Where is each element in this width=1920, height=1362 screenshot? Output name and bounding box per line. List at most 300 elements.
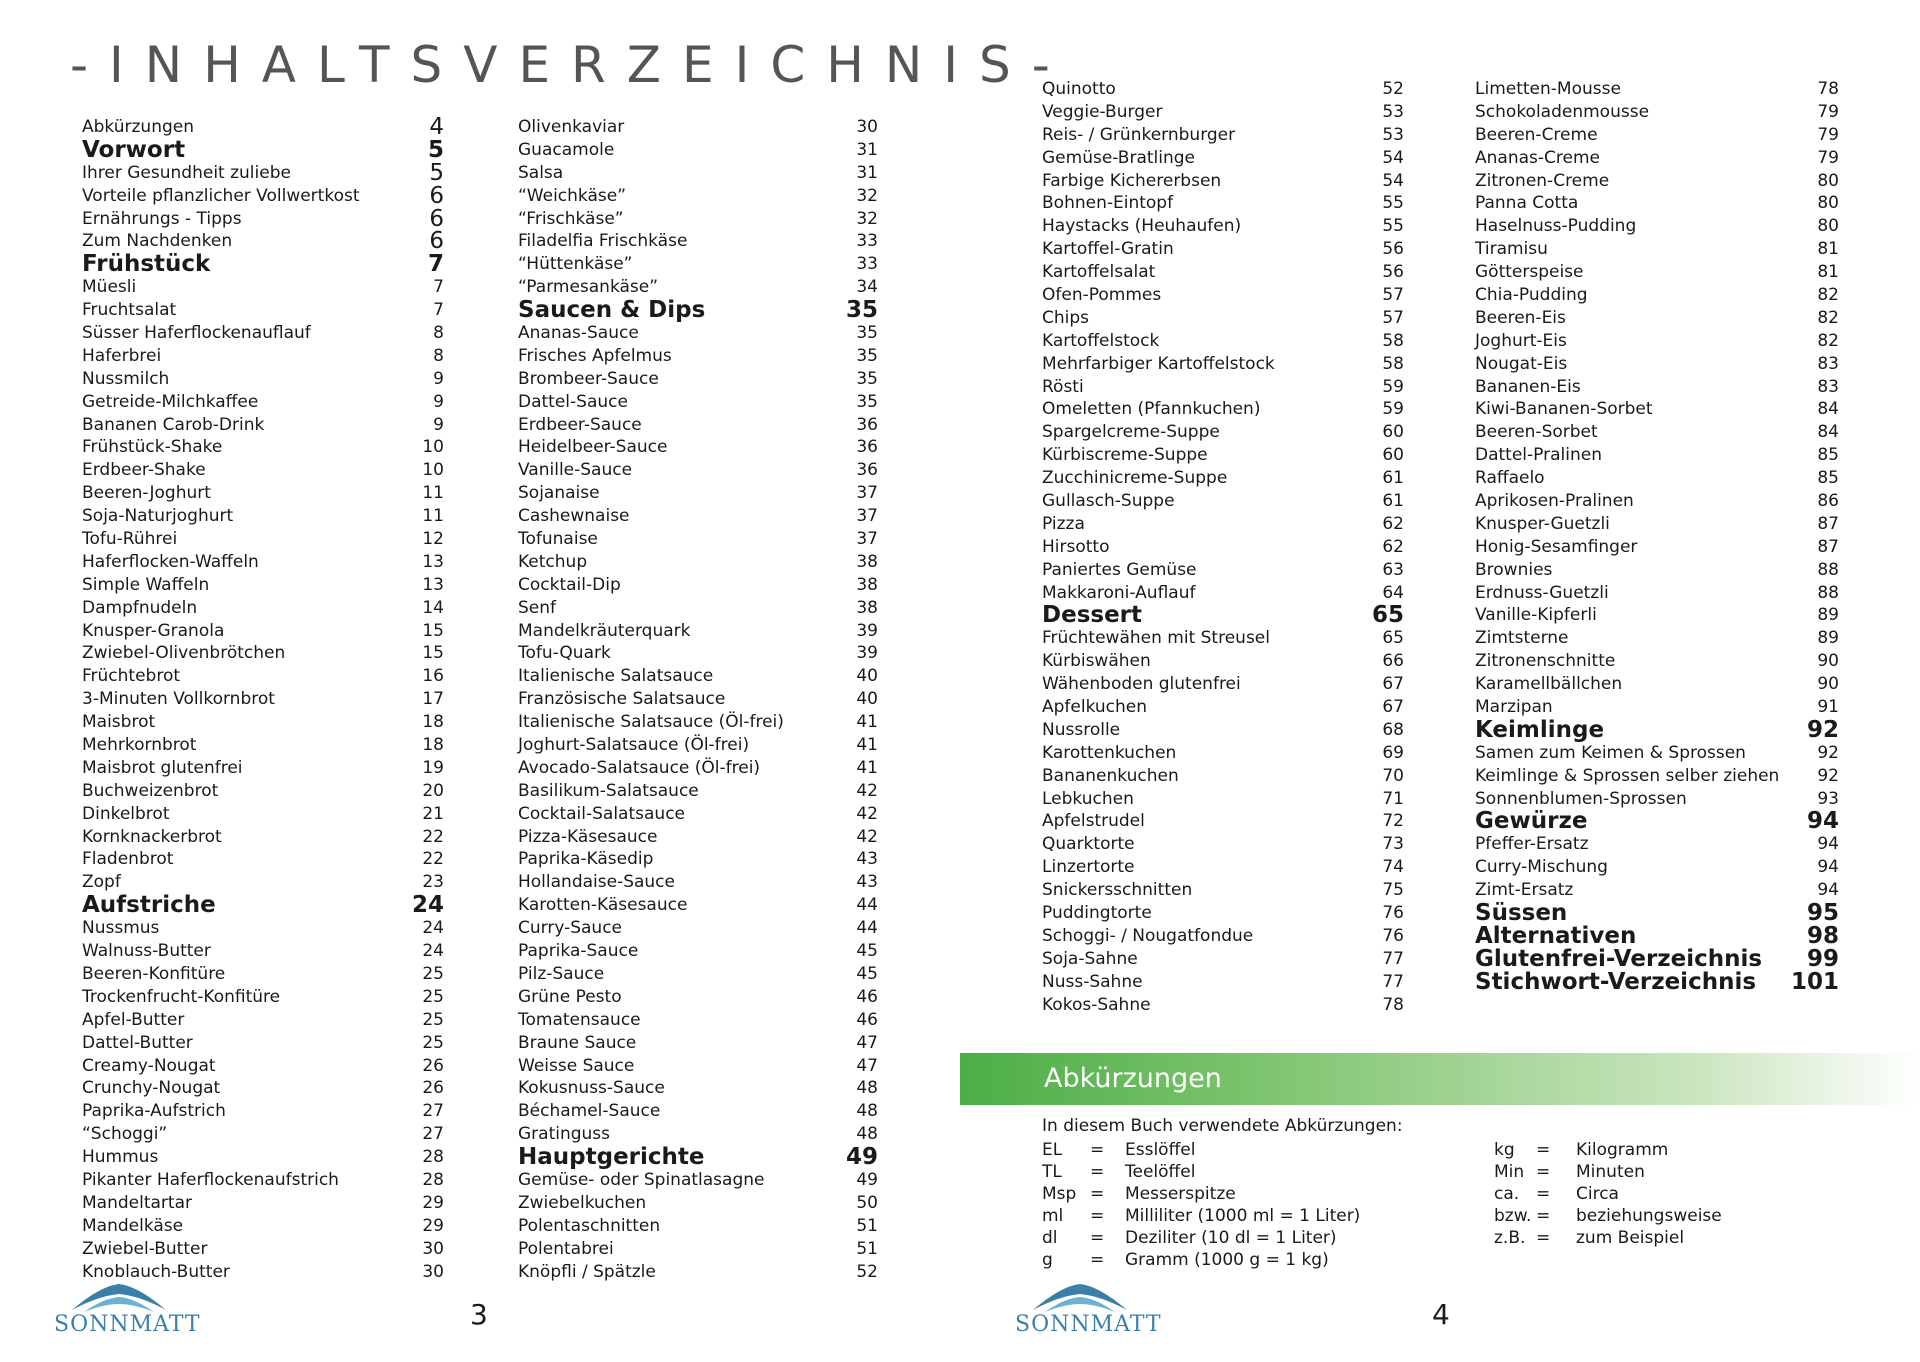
toc-entry-title: Stichwort-Verzeichnis bbox=[1475, 968, 1757, 995]
toc-entry-page: 22 bbox=[422, 826, 444, 847]
toc-entry bbox=[518, 642, 878, 665]
toc-entry-title: Polentaschnitten bbox=[518, 1215, 661, 1236]
abbreviation-value: beziehungsweise bbox=[1576, 1206, 1722, 1226]
toc-entry-page: 31 bbox=[856, 139, 878, 160]
toc-entry bbox=[1042, 994, 1404, 1017]
toc-entry-page: 53 bbox=[1382, 101, 1404, 122]
toc-entry bbox=[82, 345, 444, 368]
toc-entry-title: Heidelbeer-Sauce bbox=[518, 437, 668, 458]
toc-entry-page: 33 bbox=[856, 231, 878, 252]
toc-entry bbox=[82, 642, 444, 665]
abbreviation-value: Gramm (1000 g = 1 kg) bbox=[1125, 1250, 1329, 1270]
toc-entry bbox=[518, 894, 878, 917]
toc-entry-page: 91 bbox=[1817, 697, 1839, 718]
toc-entry-title: Süsser Haferflockenauflauf bbox=[82, 323, 311, 343]
toc-entry bbox=[1042, 353, 1404, 376]
toc-entry bbox=[1475, 467, 1839, 490]
toc-entry bbox=[1475, 421, 1839, 444]
toc-entry-page: 51 bbox=[856, 1238, 878, 1259]
toc-entry-title: Süssen bbox=[1475, 900, 1568, 927]
toc-entry-title: Walnuss-Butter bbox=[82, 941, 211, 962]
toc-entry-page: 86 bbox=[1817, 491, 1839, 512]
toc-entry-page: 25 bbox=[422, 963, 444, 984]
toc-entry-title: Knusper-Guetzli bbox=[1475, 513, 1610, 534]
toc-entry-title: Ananas-Creme bbox=[1475, 147, 1600, 168]
toc-entry-title: Soja-Sahne bbox=[1042, 948, 1138, 969]
toc-entry bbox=[82, 597, 444, 620]
abbreviation-row bbox=[1494, 1227, 1722, 1249]
toc-entry-title: Cashewnaise bbox=[518, 506, 630, 527]
toc-entry-title: Bananenkuchen bbox=[1042, 765, 1179, 786]
toc-entry-title: Linzertorte bbox=[1042, 857, 1135, 878]
abbreviation-equals: = bbox=[1090, 1250, 1105, 1270]
toc-entry-page: 83 bbox=[1817, 376, 1839, 397]
toc-entry-title: Keimlinge & Sprossen selber ziehen bbox=[1475, 765, 1780, 786]
toc-entry bbox=[518, 528, 878, 551]
abbreviation-row bbox=[1042, 1183, 1360, 1205]
toc-entry-page: 8 bbox=[433, 345, 444, 366]
toc-entry-page: 24 bbox=[422, 941, 444, 962]
toc-entry bbox=[518, 1009, 878, 1032]
toc-section-heading bbox=[1475, 902, 1839, 925]
toc-entry-page: 61 bbox=[1382, 491, 1404, 512]
abbreviation-row bbox=[1494, 1139, 1722, 1161]
toc-entry-page: 61 bbox=[1382, 468, 1404, 489]
logo-text: SONNMATT bbox=[54, 1312, 201, 1337]
abbreviation-key: z.B. bbox=[1494, 1228, 1526, 1248]
toc-entry-page: 55 bbox=[1382, 193, 1404, 214]
toc-entry bbox=[1475, 261, 1839, 284]
toc-entry-page: 11 bbox=[422, 483, 444, 504]
toc-entry-title: Joghurt-Eis bbox=[1475, 330, 1567, 351]
toc-entry bbox=[1475, 78, 1839, 101]
toc-entry bbox=[1042, 673, 1404, 696]
toc-entry-title: Kartoffelsalat bbox=[1042, 262, 1156, 283]
toc-entry-page: 57 bbox=[1382, 285, 1404, 305]
toc-entry-title: Makkaroni-Auflauf bbox=[1042, 582, 1196, 603]
toc-entry-page: 40 bbox=[856, 666, 878, 687]
toc-entry bbox=[1042, 582, 1404, 605]
toc-entry-page: 41 bbox=[856, 712, 878, 733]
toc-entry-title: Alternativen bbox=[1475, 922, 1637, 949]
toc-entry-page: 71 bbox=[1382, 788, 1404, 809]
toc-entry bbox=[1042, 467, 1404, 490]
toc-entry-page: 6 bbox=[429, 182, 444, 209]
toc-entry-page: 35 bbox=[845, 297, 878, 324]
toc-entry-page: 88 bbox=[1817, 559, 1839, 580]
toc-entry-page: 62 bbox=[1382, 513, 1404, 534]
toc-entry-title: Vorteile pflanzlicher Vollwertkost bbox=[82, 185, 360, 206]
toc-entry bbox=[518, 185, 878, 208]
toc-entry-title: Schoggi- / Nougatfondue bbox=[1042, 925, 1254, 946]
toc-entry-title: Pilz-Sauce bbox=[518, 963, 605, 984]
toc-entry-page: 12 bbox=[422, 529, 444, 550]
toc-entry-page: 22 bbox=[422, 849, 444, 870]
abbreviation-equals: = bbox=[1090, 1162, 1105, 1182]
toc-entry-title: Reis- / Grünkernburger bbox=[1042, 124, 1236, 145]
toc-entry-page: 89 bbox=[1817, 605, 1839, 626]
toc-entry bbox=[518, 276, 878, 299]
toc-entry bbox=[1475, 215, 1839, 238]
toc-entry-title: Paniertes Gemüse bbox=[1042, 559, 1197, 580]
toc-entry bbox=[82, 780, 444, 803]
toc-entry bbox=[518, 208, 878, 231]
toc-entry-title: Buchweizenbrot bbox=[82, 780, 219, 801]
toc-entry-page: 38 bbox=[856, 551, 878, 572]
toc-entry-page: 52 bbox=[856, 1261, 878, 1282]
toc-entry-page: 74 bbox=[1382, 857, 1404, 878]
toc-entry-title: Mehrkornbrot bbox=[82, 735, 197, 756]
toc-entry-title: Beeren-Konfitüre bbox=[82, 963, 226, 984]
toc-entry bbox=[1475, 650, 1839, 673]
toc-section-heading bbox=[1475, 808, 1839, 835]
toc-entry bbox=[1475, 788, 1839, 811]
toc-entry-title: Zimtsterne bbox=[1475, 628, 1569, 649]
toc-entry bbox=[518, 1055, 878, 1078]
toc-entry bbox=[1475, 627, 1839, 650]
toc-entry-title: Karottenkuchen bbox=[1042, 742, 1177, 763]
toc-entry-page: 18 bbox=[422, 712, 444, 733]
toc-entry-page: 87 bbox=[1817, 536, 1839, 557]
toc-entry-title: Kartoffel-Gratin bbox=[1042, 239, 1174, 260]
page-number-left: 3 bbox=[470, 1298, 488, 1331]
toc-entry bbox=[82, 1192, 444, 1215]
toc-entry-title: Lebkuchen bbox=[1042, 788, 1134, 809]
toc-entry bbox=[1042, 879, 1404, 902]
toc-entry-title: Keimlinge bbox=[1475, 716, 1605, 743]
toc-column-4 bbox=[1475, 78, 1839, 994]
toc-entry-page: 73 bbox=[1382, 834, 1404, 855]
toc-entry bbox=[1475, 170, 1839, 193]
toc-entry-page: 44 bbox=[856, 918, 878, 939]
toc-entry-page: 90 bbox=[1817, 674, 1839, 695]
toc-entry bbox=[82, 182, 444, 209]
toc-entry bbox=[518, 711, 878, 734]
toc-entry-page: 43 bbox=[856, 849, 878, 870]
toc-entry bbox=[82, 940, 444, 963]
toc-entry-title: Müesli bbox=[82, 277, 137, 298]
abbreviation-key: Min bbox=[1494, 1162, 1525, 1182]
toc-entry bbox=[82, 459, 444, 482]
abbreviations-list-left bbox=[1042, 1139, 1360, 1271]
abbreviation-row bbox=[1042, 1205, 1360, 1227]
toc-entry-page: 36 bbox=[856, 414, 878, 435]
abbreviation-equals: = bbox=[1536, 1184, 1551, 1204]
toc-entry-page: 95 bbox=[1806, 900, 1839, 927]
toc-entry-page: 63 bbox=[1382, 559, 1404, 580]
toc-entry bbox=[1042, 376, 1404, 399]
toc-entry-title: Französische Salatsauce bbox=[518, 689, 726, 710]
toc-entry bbox=[1042, 513, 1404, 536]
toc-entry-page: 27 bbox=[422, 1124, 444, 1145]
toc-entry-page: 35 bbox=[856, 391, 878, 412]
toc-entry-title: Nussmilch bbox=[82, 368, 170, 389]
toc-entry-title: Kokusnuss-Sauce bbox=[518, 1078, 665, 1099]
toc-entry-title: Zum Nachdenken bbox=[82, 231, 233, 252]
toc-entry-title: Knoblauch-Butter bbox=[82, 1261, 230, 1282]
toc-entry-page: 99 bbox=[1806, 945, 1839, 972]
toc-entry-title: “Weichkäse” bbox=[518, 185, 627, 206]
toc-section-heading bbox=[1475, 945, 1839, 972]
toc-entry-title: 3-Minuten Vollkornbrot bbox=[82, 689, 275, 710]
toc-entry-title: Vorwort bbox=[82, 136, 186, 163]
toc-entry-title: Beeren-Creme bbox=[1475, 124, 1598, 145]
toc-entry-page: 56 bbox=[1382, 262, 1404, 283]
toc-entry bbox=[1042, 192, 1404, 215]
toc-entry-page: 93 bbox=[1817, 788, 1839, 809]
abbreviation-value: Esslöffel bbox=[1125, 1140, 1196, 1160]
toc-entry-title: Bananen Carob-Drink bbox=[82, 414, 265, 435]
toc-entry-title: Erdbeer-Sauce bbox=[518, 414, 642, 435]
abbreviation-value: Messerspitze bbox=[1125, 1184, 1236, 1204]
toc-entry bbox=[1042, 284, 1404, 307]
toc-entry-title: Grüne Pesto bbox=[518, 986, 622, 1007]
toc-section-heading bbox=[82, 253, 444, 276]
toc-entry bbox=[82, 230, 444, 253]
toc-entry bbox=[82, 734, 444, 757]
toc-entry-title: Salsa bbox=[518, 162, 564, 183]
toc-entry-title: Italienische Salatsauce bbox=[518, 666, 714, 687]
toc-entry-title: Fladenbrot bbox=[82, 849, 174, 870]
toc-entry-title: Chia-Pudding bbox=[1475, 285, 1588, 305]
toc-entry bbox=[518, 574, 878, 597]
toc-entry bbox=[518, 871, 878, 894]
toc-entry-title: Tofu-Rührei bbox=[82, 529, 178, 550]
toc-entry-page: 64 bbox=[1382, 582, 1404, 603]
toc-entry-page: 84 bbox=[1817, 399, 1839, 420]
toc-entry-title: Zitronenschnitte bbox=[1475, 651, 1616, 672]
toc-entry-title: Glutenfrei-Verzeichnis bbox=[1475, 945, 1763, 972]
toc-entry bbox=[1475, 742, 1839, 765]
toc-entry-page: 89 bbox=[1817, 628, 1839, 649]
toc-entry-page: 5 bbox=[429, 159, 444, 186]
toc-entry-page: 24 bbox=[422, 918, 444, 939]
toc-entry-page: 6 bbox=[429, 205, 444, 232]
abbreviation-equals: = bbox=[1090, 1228, 1105, 1248]
toc-entry-title: Italienische Salatsauce (Öl-frei) bbox=[518, 712, 784, 733]
toc-entry-title: Pikanter Haferflockenaufstrich bbox=[82, 1169, 339, 1190]
toc-entry-page: 15 bbox=[422, 620, 444, 641]
toc-entry-page: 52 bbox=[1382, 78, 1404, 99]
toc-entry bbox=[82, 322, 444, 345]
toc-entry-title: Pizza-Käsesauce bbox=[518, 826, 658, 847]
toc-entry bbox=[1042, 948, 1404, 971]
toc-entry-title: “Hüttenkäse” bbox=[518, 254, 633, 275]
toc-entry-title: Spargelcreme-Suppe bbox=[1042, 422, 1220, 443]
toc-entry-page: 45 bbox=[856, 941, 878, 962]
toc-entry bbox=[518, 757, 878, 780]
toc-entry-page: 56 bbox=[1382, 239, 1404, 260]
toc-entry bbox=[1475, 307, 1839, 330]
toc-entry-title: Tofu-Quark bbox=[518, 643, 611, 664]
toc-entry-title: Honig-Sesamfinger bbox=[1475, 536, 1638, 557]
toc-entry bbox=[1042, 238, 1404, 261]
toc-entry-page: 39 bbox=[856, 620, 878, 641]
toc-entry-page: 35 bbox=[856, 368, 878, 389]
toc-entry-title: Hummus bbox=[82, 1147, 159, 1168]
abbreviation-row bbox=[1042, 1249, 1360, 1271]
toc-entry-title: Omeletten (Pfannkuchen) bbox=[1042, 399, 1261, 420]
toc-entry-page: 10 bbox=[422, 460, 444, 481]
toc-entry bbox=[82, 205, 444, 232]
abbreviation-value: Teelöffel bbox=[1125, 1162, 1196, 1182]
sonnmatt-logo bbox=[54, 1280, 201, 1340]
toc-entry bbox=[82, 1169, 444, 1192]
logo-text: SONNMATT bbox=[1015, 1312, 1162, 1337]
toc-entry-title: Béchamel-Sauce bbox=[518, 1101, 661, 1122]
toc-entry bbox=[518, 1192, 878, 1215]
toc-entry-title: Pfeffer-Ersatz bbox=[1475, 834, 1589, 855]
toc-entry bbox=[82, 1238, 444, 1261]
toc-entry bbox=[1042, 811, 1404, 834]
toc-entry bbox=[518, 1032, 878, 1055]
toc-entry-title: Olivenkaviar bbox=[518, 116, 625, 137]
abbreviations-heading: Abkürzungen bbox=[1044, 1063, 1222, 1094]
toc-entry bbox=[1042, 902, 1404, 925]
abbreviation-equals: = bbox=[1090, 1206, 1105, 1226]
toc-entry-page: 9 bbox=[433, 368, 444, 389]
toc-entry-title: Gemüse- oder Spinatlasagne bbox=[518, 1169, 765, 1190]
toc-entry-page: 57 bbox=[1382, 307, 1404, 328]
toc-entry-title: Trockenfrucht-Konfitüre bbox=[82, 986, 281, 1007]
toc-entry-page: 32 bbox=[856, 185, 878, 206]
toc-column-3 bbox=[1042, 78, 1404, 1017]
toc-entry-page: 59 bbox=[1382, 376, 1404, 397]
toc-entry-page: 18 bbox=[422, 735, 444, 756]
toc-entry-title: Beeren-Joghurt bbox=[82, 483, 211, 504]
toc-entry bbox=[518, 116, 878, 139]
toc-entry bbox=[82, 1032, 444, 1055]
toc-entry-page: 24 bbox=[411, 892, 444, 919]
toc-entry bbox=[518, 1215, 878, 1238]
toc-entry bbox=[1042, 124, 1404, 147]
abbreviation-row bbox=[1494, 1183, 1722, 1205]
toc-entry-page: 36 bbox=[856, 460, 878, 481]
toc-entry bbox=[518, 345, 878, 368]
toc-entry-page: 72 bbox=[1382, 811, 1404, 832]
toc-entry bbox=[82, 620, 444, 643]
toc-entry-title: Nuss-Sahne bbox=[1042, 971, 1143, 992]
toc-entry-page: 39 bbox=[856, 643, 878, 664]
toc-entry-page: 37 bbox=[856, 529, 878, 550]
toc-entry bbox=[82, 505, 444, 528]
toc-entry bbox=[1042, 788, 1404, 811]
toc-entry-page: 19 bbox=[422, 757, 444, 778]
toc-entry bbox=[1475, 673, 1839, 696]
toc-entry-page: 30 bbox=[422, 1238, 444, 1259]
toc-entry-title: Creamy-Nougat bbox=[82, 1055, 216, 1076]
toc-entry-title: Gratinguss bbox=[518, 1124, 611, 1145]
toc-entry-page: 60 bbox=[1382, 445, 1404, 466]
abbreviations-intro: In diesem Buch verwendete Abkürzungen: bbox=[1042, 1116, 1403, 1136]
toc-entry-page: 42 bbox=[856, 826, 878, 847]
toc-entry-title: Karamellbällchen bbox=[1475, 674, 1623, 695]
toc-entry bbox=[1475, 353, 1839, 376]
toc-entry-title: Limetten-Mousse bbox=[1475, 78, 1621, 99]
toc-entry bbox=[1475, 833, 1839, 856]
toc-entry-title: Zimt-Ersatz bbox=[1475, 880, 1574, 901]
toc-entry-title: Zwiebel-Olivenbrötchen bbox=[82, 643, 286, 664]
toc-entry bbox=[518, 1261, 878, 1284]
toc-entry bbox=[82, 688, 444, 711]
toc-entry-page: 82 bbox=[1817, 330, 1839, 351]
toc-entry-page: 70 bbox=[1382, 765, 1404, 786]
toc-entry-page: 5 bbox=[427, 136, 444, 163]
toc-entry-page: 77 bbox=[1382, 948, 1404, 969]
toc-entry-page: 47 bbox=[856, 1055, 878, 1076]
toc-entry-page: 92 bbox=[1806, 716, 1839, 743]
toc-entry-page: 87 bbox=[1817, 513, 1839, 534]
toc-entry-page: 67 bbox=[1382, 697, 1404, 718]
toc-entry-title: Nougat-Eis bbox=[1475, 353, 1568, 374]
abbreviation-row bbox=[1042, 1161, 1360, 1183]
toc-entry-page: 82 bbox=[1817, 285, 1839, 305]
toc-entry bbox=[1475, 696, 1839, 719]
toc-entry bbox=[518, 459, 878, 482]
toc-entry-title: Kürbiswähen bbox=[1042, 651, 1151, 672]
toc-entry-page: 26 bbox=[422, 1055, 444, 1076]
toc-entry-page: 14 bbox=[422, 597, 444, 618]
toc-entry bbox=[82, 299, 444, 322]
toc-entry bbox=[518, 1169, 878, 1192]
toc-entry-title: Knöpfli / Spätzle bbox=[518, 1261, 656, 1282]
toc-entry-title: Erdbeer-Shake bbox=[82, 460, 206, 481]
toc-entry bbox=[82, 711, 444, 734]
toc-entry-title: Beeren-Sorbet bbox=[1475, 422, 1598, 443]
abbreviation-key: ml bbox=[1042, 1206, 1064, 1226]
toc-entry-title: Getreide-Milchkaffee bbox=[82, 391, 259, 412]
toc-entry-title: Frühstück-Shake bbox=[82, 437, 223, 458]
toc-entry-page: 98 bbox=[1806, 922, 1839, 949]
toc-entry-title: Dattel-Butter bbox=[82, 1032, 193, 1053]
toc-entry-title: Kartoffelstock bbox=[1042, 330, 1160, 351]
toc-entry-page: 25 bbox=[422, 986, 444, 1007]
toc-entry-page: 26 bbox=[422, 1078, 444, 1099]
toc-entry bbox=[82, 276, 444, 299]
toc-entry-page: 94 bbox=[1806, 808, 1839, 835]
toc-entry bbox=[518, 826, 878, 849]
toc-entry-page: 37 bbox=[856, 483, 878, 504]
toc-entry bbox=[1042, 536, 1404, 559]
toc-entry-title: Quinotto bbox=[1042, 78, 1116, 99]
toc-entry bbox=[1042, 971, 1404, 994]
toc-entry-title: Vanille-Kipferli bbox=[1475, 605, 1597, 626]
toc-entry-page: 59 bbox=[1382, 399, 1404, 420]
toc-entry bbox=[518, 620, 878, 643]
toc-entry-title: Früchtewähen mit Streusel bbox=[1042, 628, 1270, 649]
toc-entry-title: Brownies bbox=[1475, 559, 1553, 580]
abbreviation-value: Milliliter (1000 ml = 1 Liter) bbox=[1125, 1206, 1361, 1226]
toc-entry-page: 10 bbox=[422, 437, 444, 458]
toc-entry-page: 53 bbox=[1382, 124, 1404, 145]
toc-entry bbox=[1475, 559, 1839, 582]
toc-entry bbox=[1042, 833, 1404, 856]
toc-entry bbox=[518, 436, 878, 459]
abbreviation-value: Minuten bbox=[1576, 1162, 1645, 1182]
toc-entry bbox=[518, 1238, 878, 1261]
toc-entry-page: 20 bbox=[422, 780, 444, 801]
toc-entry-page: 65 bbox=[1382, 628, 1404, 649]
toc-entry-title: Veggie-Burger bbox=[1042, 101, 1163, 122]
toc-entry-page: 79 bbox=[1817, 124, 1839, 145]
toc-entry-title: Götterspeise bbox=[1475, 262, 1584, 283]
toc-entry-title: Ananas-Sauce bbox=[518, 323, 639, 343]
abbreviation-value: Deziliter (10 dl = 1 Liter) bbox=[1125, 1228, 1337, 1248]
toc-entry-title: Frisches Apfelmus bbox=[518, 345, 672, 366]
toc-entry-page: 34 bbox=[856, 277, 878, 298]
toc-entry-title: Bohnen-Eintopf bbox=[1042, 193, 1174, 214]
toc-entry bbox=[1042, 147, 1404, 170]
